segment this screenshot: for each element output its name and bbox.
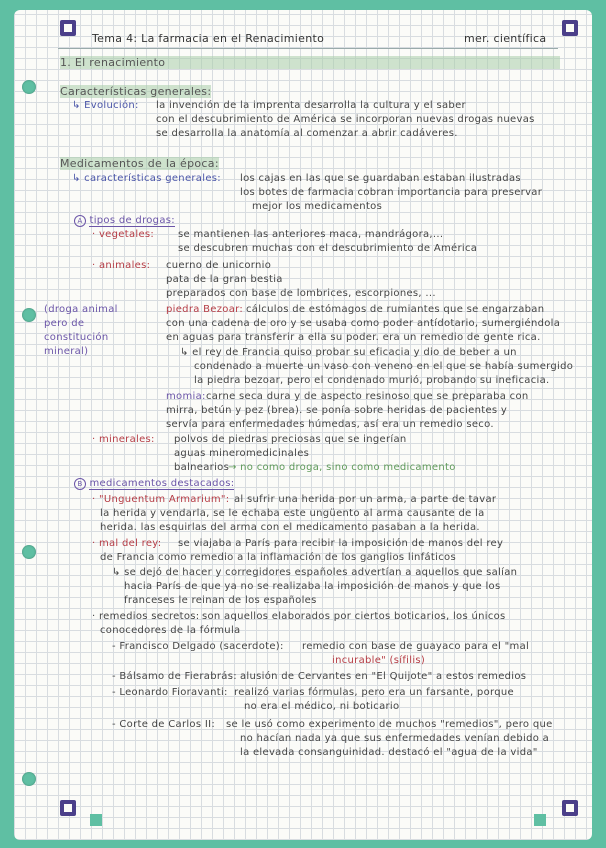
text-line: preparados con base de lombrices, escorpiones, ... [166,288,436,299]
label-remedios-secretos: · remedios secretos: [92,611,200,622]
text-line: la invención de la imprenta desarrolla la cultura y el saber [156,100,466,111]
label-piedra-bezoar: piedra Bezoar: [166,304,244,315]
text-line: ↳ el rey de Francia quiso probar su eficacia y dio de beber a un [180,347,517,358]
binder-hole [22,80,36,94]
text-line: incurable" (sífilis) [332,655,426,666]
corner-mark-icon [60,20,76,36]
text-line: ↳ se dejó de hacer y corregidores españoles advertían a aquellos que salían [112,567,518,578]
text-line: se mantienen las anteriores maca, mandrágora,... [178,229,444,240]
subsection-heading [74,215,175,227]
text-line: franceses le reinan de los españoles [124,595,317,606]
number-badge: B [74,478,86,490]
page-title: Tema 4: La farmacia en el Renacimiento [92,32,325,45]
label-momia: momia: [166,391,206,402]
text-line: con una cadena de oro y se usaba como poder antídotario, sumergiéndola [166,318,561,329]
label-unguentum: · "Unguentum Armarium": [92,494,230,505]
text-line: servía para enfermedades húmedas, así era un remedio seco. [166,419,494,430]
number-badge: A [74,215,86,227]
text-line: los botes de farmacia cobran importancia para preservar [240,187,543,198]
text-line: mirra, betún y pez (brea). se ponía sobre heridas de pacientes y [166,405,508,416]
text-line: de Francia como remedio a la inflamación de los ganglios linfáticos [100,552,456,563]
corner-square-icon [90,814,102,826]
corner-mark-icon [562,800,578,816]
label-fioravanti: - Leonardo Fioravanti: [112,687,228,698]
text-line: con el descubrimiento de América se incorporan nuevas drogas nuevas [156,114,535,125]
text-line: balnearios [174,462,230,473]
label-caracteristicas: ↳ características generales: [72,173,221,184]
label-mal-del-rey: · mal del rey: [92,538,162,549]
text-line: se viajaba a París para recibir la imposición de manos del rey [178,538,504,549]
text-line: carne seca dura y de aspecto resinoso que se preparaba con [206,391,529,402]
text-line: realizó varias fórmulas, pero era un farsante, porque [234,687,514,698]
text-line: no hacían nada ya que sus enfermedades venían debido a [240,733,550,744]
section-heading: 1. El renacimiento [60,56,560,69]
text-line: los cajas en las que se guardaban estaban ilustradas [240,173,521,184]
text-line: mejor los medicamentos [252,201,383,212]
text-line: remedio con base de guayaco para el "mal [302,641,530,652]
text-line: herida. las esquirlas del arma con el medicamento pasaban a la herida. [100,522,480,533]
corner-mark-icon [60,800,76,816]
label-minerales: · minerales: [92,434,155,445]
text-line: pata de la gran bestia [166,274,283,285]
binder-hole [22,308,36,322]
text-line: se desarrolla la anatomía al comenzar a abrir cadáveres. [156,128,458,139]
tipos-heading: tipos de drogas: [89,215,175,226]
text-line: hacia París de que ya no se realizaba la imposición de manos y que los [124,581,501,592]
note-line: → no como droga, sino como medicamento [228,462,456,473]
destacados-heading: medicamentos destacados: [89,478,235,489]
label-carlos-ii: - Corte de Carlos II: [112,719,216,730]
text-line: aguas mineromedicinales [174,448,310,459]
divider [58,48,558,49]
text-line: polvos de piedras preciosas que se ingerían [174,434,407,445]
corner-mark-icon [562,20,578,36]
text-line: alusión de Cervantes en "El Quijote" a estos remedios [240,671,527,682]
binder-hole [22,545,36,559]
text-line: cálculos de estómagos de rumiantes que se engarzaban [246,304,545,315]
text-line: la elevada consanguinidad. destacó el "agua de la vida" [240,747,538,758]
text-line: no era el médico, ni boticario [244,701,400,712]
side-note: pero de [44,318,85,329]
text-line: en aguas para transferir a ella su poder. era un remedio de gente rica. [166,332,541,343]
side-note: mineral) [44,346,89,357]
label-balsamo: - Bálsamo de Fierabrás: [112,671,237,682]
subsection-heading [74,478,234,490]
text-line: cuerno de unicornio [166,260,272,271]
side-note: constitución [44,332,109,343]
text-line: conocedores de la fórmula [100,625,241,636]
notebook-page [14,10,592,840]
subsection-heading: Medicamentos de la época: [60,157,219,170]
text-line: se le usó como experimento de muchos "remedios", pero que [226,719,553,730]
label-animales: · animales: [92,260,151,271]
label-francisco-delgado: - Francisco Delgado (sacerdote): [112,641,284,652]
text-line: la herida y vendarla, se le echaba este ungüento al arma causante de la [100,508,485,519]
label-evolucion: ↳ Evolución: [72,100,139,111]
label-vegetales: · vegetales: [92,229,155,240]
text-line: condenado a muerte un vaso con veneno en el que se había sumergido [194,361,574,372]
corner-square-icon [534,814,546,826]
binder-hole [22,772,36,786]
subject-tag: mer. científica [464,32,547,45]
side-note: (droga animal [44,304,118,315]
text-line: la piedra bezoar, pero el condenado murió, probando su ineficacia. [194,375,550,386]
text-line: al sufrir una herida por un arma, a parte de tavar [234,494,497,505]
subsection-heading: Características generales: [60,85,212,98]
text-line: se descubren muchas con el descubrimiento de América [178,243,478,254]
text-line: son aquellos elaborados por ciertos boticarios, los únicos [202,611,506,622]
